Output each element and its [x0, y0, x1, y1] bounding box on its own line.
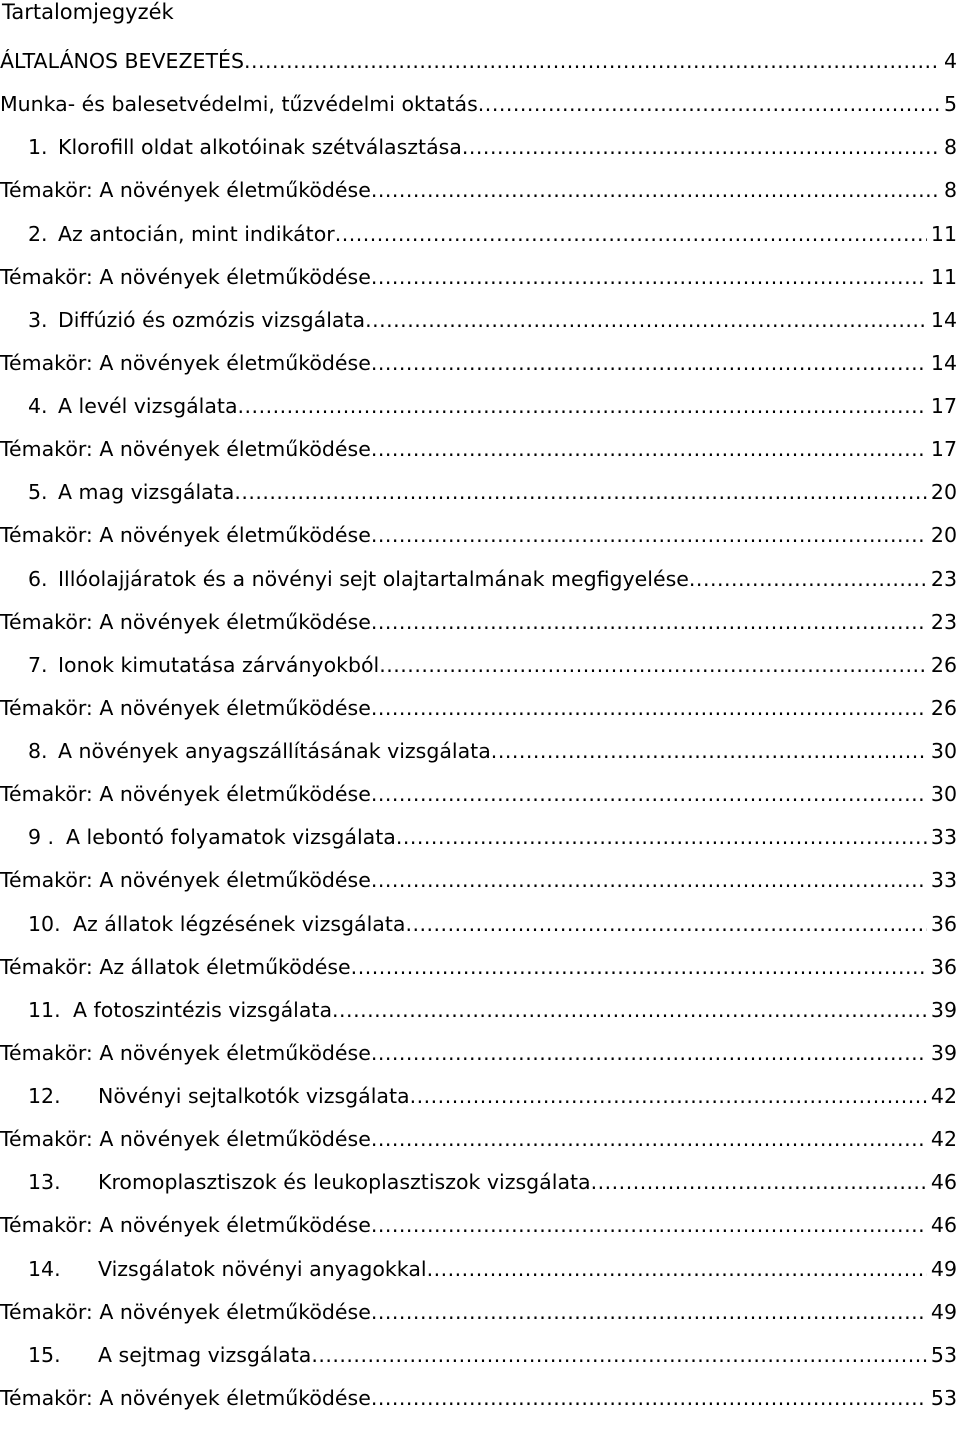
toc-entry-label: Témakör: A növények életműködése [0, 782, 371, 807]
toc-page-number: 46 [930, 1213, 957, 1238]
toc-entry-label: A fotoszintézis vizsgálata [73, 997, 333, 1022]
toc-entry-number: 12. [28, 1084, 61, 1108]
toc-page-number: 11 [930, 264, 957, 289]
toc-entry-label: Témakör: A növények életműködése [0, 264, 371, 289]
toc-dot-leader [371, 178, 940, 202]
toc-subentry[interactable] [0, 868, 960, 911]
toc-entry[interactable] [0, 480, 960, 523]
toc-page-number: 42 [930, 1127, 957, 1152]
toc-title: Tartalomjegyzék [2, 0, 174, 24]
toc-entry-label: Témakör: A növények életműködése [0, 868, 371, 893]
toc-page-number: 17 [930, 437, 957, 462]
toc-entry-label: Témakör: A növények életműködése [0, 1040, 371, 1065]
toc-dot-leader [332, 998, 927, 1022]
toc-dot-leader [371, 1300, 927, 1324]
toc-entry-label: Az állatok légzésének vizsgálata [73, 911, 406, 936]
toc-entry[interactable] [0, 567, 960, 610]
toc-entry-label: A növények anyagszállításának vizsgálata [58, 739, 491, 763]
toc-subentry[interactable] [0, 1041, 960, 1084]
toc-entry-label: A mag vizsgálata [58, 480, 235, 505]
toc-dot-leader [405, 912, 926, 936]
toc-entry-label: A sejtmag vizsgálata [98, 1342, 312, 1367]
toc-subentry[interactable] [0, 1127, 960, 1170]
toc-dot-leader [371, 437, 927, 461]
toc-page-number: 36 [930, 911, 957, 936]
toc-entry-label: A levél vizsgálata [58, 394, 238, 418]
toc-entry[interactable] [0, 1343, 960, 1386]
toc-subentry[interactable] [0, 1213, 960, 1256]
toc-subentry[interactable] [0, 610, 960, 653]
toc-list [0, 49, 960, 1429]
toc-entry-number: 2. [28, 221, 48, 246]
toc-entry-label: Témakör: A növények életműködése [0, 1213, 371, 1238]
toc-entry-number: 10. [28, 911, 61, 936]
toc-entry[interactable] [0, 308, 960, 351]
toc-dot-leader [427, 1257, 927, 1281]
toc-entry-label: Témakör: A növények életműködése [0, 1127, 371, 1152]
toc-entry-number: 4. [28, 394, 48, 418]
toc-dot-leader [371, 610, 927, 634]
toc-entry-label: Témakör: A növények életműködése [0, 695, 371, 720]
toc-entry[interactable] [0, 739, 960, 782]
toc-page-number: 4 [943, 49, 957, 73]
toc-dot-leader [410, 1084, 927, 1108]
toc-entry-label: Illóolajjáratok és a növényi sejt olajtartalmának megfigyelése [58, 566, 689, 591]
toc-page-number: 11 [930, 221, 957, 246]
toc-entry[interactable] [0, 394, 960, 437]
toc-dot-leader [371, 265, 927, 289]
toc-page-number: 14 [930, 307, 957, 332]
toc-page-number: 53 [930, 1385, 957, 1410]
toc-page-number: 46 [930, 1170, 957, 1195]
toc-subentry[interactable] [0, 265, 960, 308]
toc-entry-label: Az antocián, mint indikátor [58, 221, 335, 246]
toc-subentry[interactable] [0, 696, 960, 739]
toc-entry-label: A lebontó folyamatok vizsgálata [66, 825, 396, 850]
toc-dot-leader [462, 135, 940, 159]
toc-entry[interactable] [0, 135, 960, 178]
toc-dot-leader [379, 653, 927, 677]
toc-entry-number: 1. [28, 135, 48, 160]
toc-subentry[interactable] [0, 351, 960, 394]
toc-dot-leader [244, 49, 940, 73]
toc-entry-label: Klorofill oldat alkotóinak szétválasztása [58, 135, 462, 160]
toc-entry[interactable] [0, 912, 960, 955]
toc-page-number: 5 [943, 92, 957, 117]
toc-entry[interactable] [0, 1257, 960, 1300]
toc-entry-number: 6. [28, 566, 48, 591]
toc-entry-number: 9 . [28, 825, 55, 850]
toc-dot-leader [591, 1170, 927, 1194]
toc-entry-number: 13. [28, 1170, 61, 1195]
toc-page-number: 30 [930, 739, 957, 763]
toc-entry[interactable] [0, 998, 960, 1041]
toc-page-number: 14 [930, 350, 957, 375]
toc-subentry[interactable] [0, 955, 960, 998]
toc-dot-leader [371, 1213, 927, 1237]
toc-page-number: 30 [930, 782, 957, 807]
toc-page-number: 23 [930, 609, 957, 634]
toc-entry[interactable] [0, 49, 960, 92]
toc-page-number: 53 [930, 1342, 957, 1367]
toc-entry[interactable] [0, 653, 960, 696]
toc-entry-label: Vizsgálatok növényi anyagokkal [98, 1256, 427, 1281]
toc-page-number: 36 [930, 954, 957, 979]
toc-dot-leader [371, 1127, 927, 1151]
toc-entry-number: 5. [28, 480, 48, 505]
toc-page-number: 49 [930, 1299, 957, 1324]
toc-dot-leader [371, 868, 927, 892]
toc-entry-label: Témakör: A növények életműködése [0, 1385, 371, 1410]
toc-dot-leader [335, 222, 927, 246]
toc-page-number: 17 [930, 394, 957, 418]
toc-dot-leader [371, 1041, 927, 1065]
toc-entry-number: 14. [28, 1256, 61, 1281]
toc-page-number: 33 [930, 825, 957, 850]
toc-entry-number: 15. [28, 1342, 61, 1367]
toc-dot-leader [371, 351, 927, 375]
toc-dot-leader [238, 394, 927, 418]
toc-dot-leader [351, 955, 927, 979]
toc-page-number: 20 [930, 523, 957, 548]
toc-entry-label: Témakör: A növények életműködése [0, 609, 371, 634]
toc-entry[interactable] [0, 92, 960, 135]
toc-dot-leader [365, 308, 927, 332]
toc-page-number: 33 [930, 868, 957, 893]
toc-dot-leader [478, 92, 940, 116]
toc-entry[interactable] [0, 825, 960, 868]
toc-entry[interactable] [0, 222, 960, 265]
toc-page-number: 26 [930, 695, 957, 720]
toc-entry-number: 8. [28, 739, 48, 763]
toc-page-number: 42 [930, 1084, 957, 1108]
toc-entry-label: Növényi sejtalkotók vizsgálata [98, 1084, 410, 1108]
toc-entry-number: 3. [28, 307, 48, 332]
toc-page-number: 49 [930, 1256, 957, 1281]
toc-dot-leader [371, 523, 927, 547]
toc-subentry[interactable] [0, 782, 960, 825]
toc-entry-label: Témakör: Az állatok életműködése [0, 954, 351, 979]
toc-entry-label: Munka- és balesetvédelmi, tűzvédelmi oktatás [0, 92, 478, 117]
toc-page-number: 39 [930, 1040, 957, 1065]
toc-subentry[interactable] [0, 1300, 960, 1343]
toc-entry-label: Ionok kimutatása zárványokból [58, 652, 380, 677]
toc-entry-label: Témakör: A növények életműködése [0, 437, 371, 462]
toc-dot-leader [371, 1386, 927, 1410]
toc-entry-label: ÁLTALÁNOS BEVEZETÉS [0, 49, 244, 73]
toc-entry-label: Kromoplasztiszok és leukoplasztiszok vizsgálata [98, 1170, 591, 1195]
toc-entry[interactable] [0, 1170, 960, 1213]
toc-dot-leader [689, 567, 927, 591]
toc-dot-leader [371, 782, 927, 806]
toc-entry-number: 7. [28, 652, 48, 677]
toc-entry-label: Témakör: A növények életműködése [0, 1299, 371, 1324]
toc-subentry[interactable] [0, 1386, 960, 1429]
toc-entry-number: 11. [28, 997, 61, 1022]
toc-entry-label: Témakör: A növények életműködése [0, 178, 371, 203]
toc-page-number: 20 [930, 480, 957, 505]
toc-subentry[interactable] [0, 437, 960, 480]
toc-page-number: 8 [943, 178, 957, 203]
toc-page-number: 39 [930, 997, 957, 1022]
toc-subentry[interactable] [0, 523, 960, 566]
toc-dot-leader [234, 480, 927, 504]
toc-page-number: 23 [930, 566, 957, 591]
toc-entry-label: Témakör: A növények életműködése [0, 523, 371, 548]
toc-entry[interactable] [0, 1084, 960, 1127]
toc-dot-leader [371, 696, 927, 720]
toc-page-number: 8 [943, 135, 957, 160]
toc-entry-label: Témakör: A növények életműködése [0, 350, 371, 375]
toc-entry-label: Diffúzió és ozmózis vizsgálata [58, 307, 366, 332]
toc-dot-leader [396, 825, 927, 849]
toc-dot-leader [491, 739, 927, 763]
toc-subentry[interactable] [0, 178, 960, 221]
toc-page-number: 26 [930, 652, 957, 677]
toc-dot-leader [311, 1343, 927, 1367]
